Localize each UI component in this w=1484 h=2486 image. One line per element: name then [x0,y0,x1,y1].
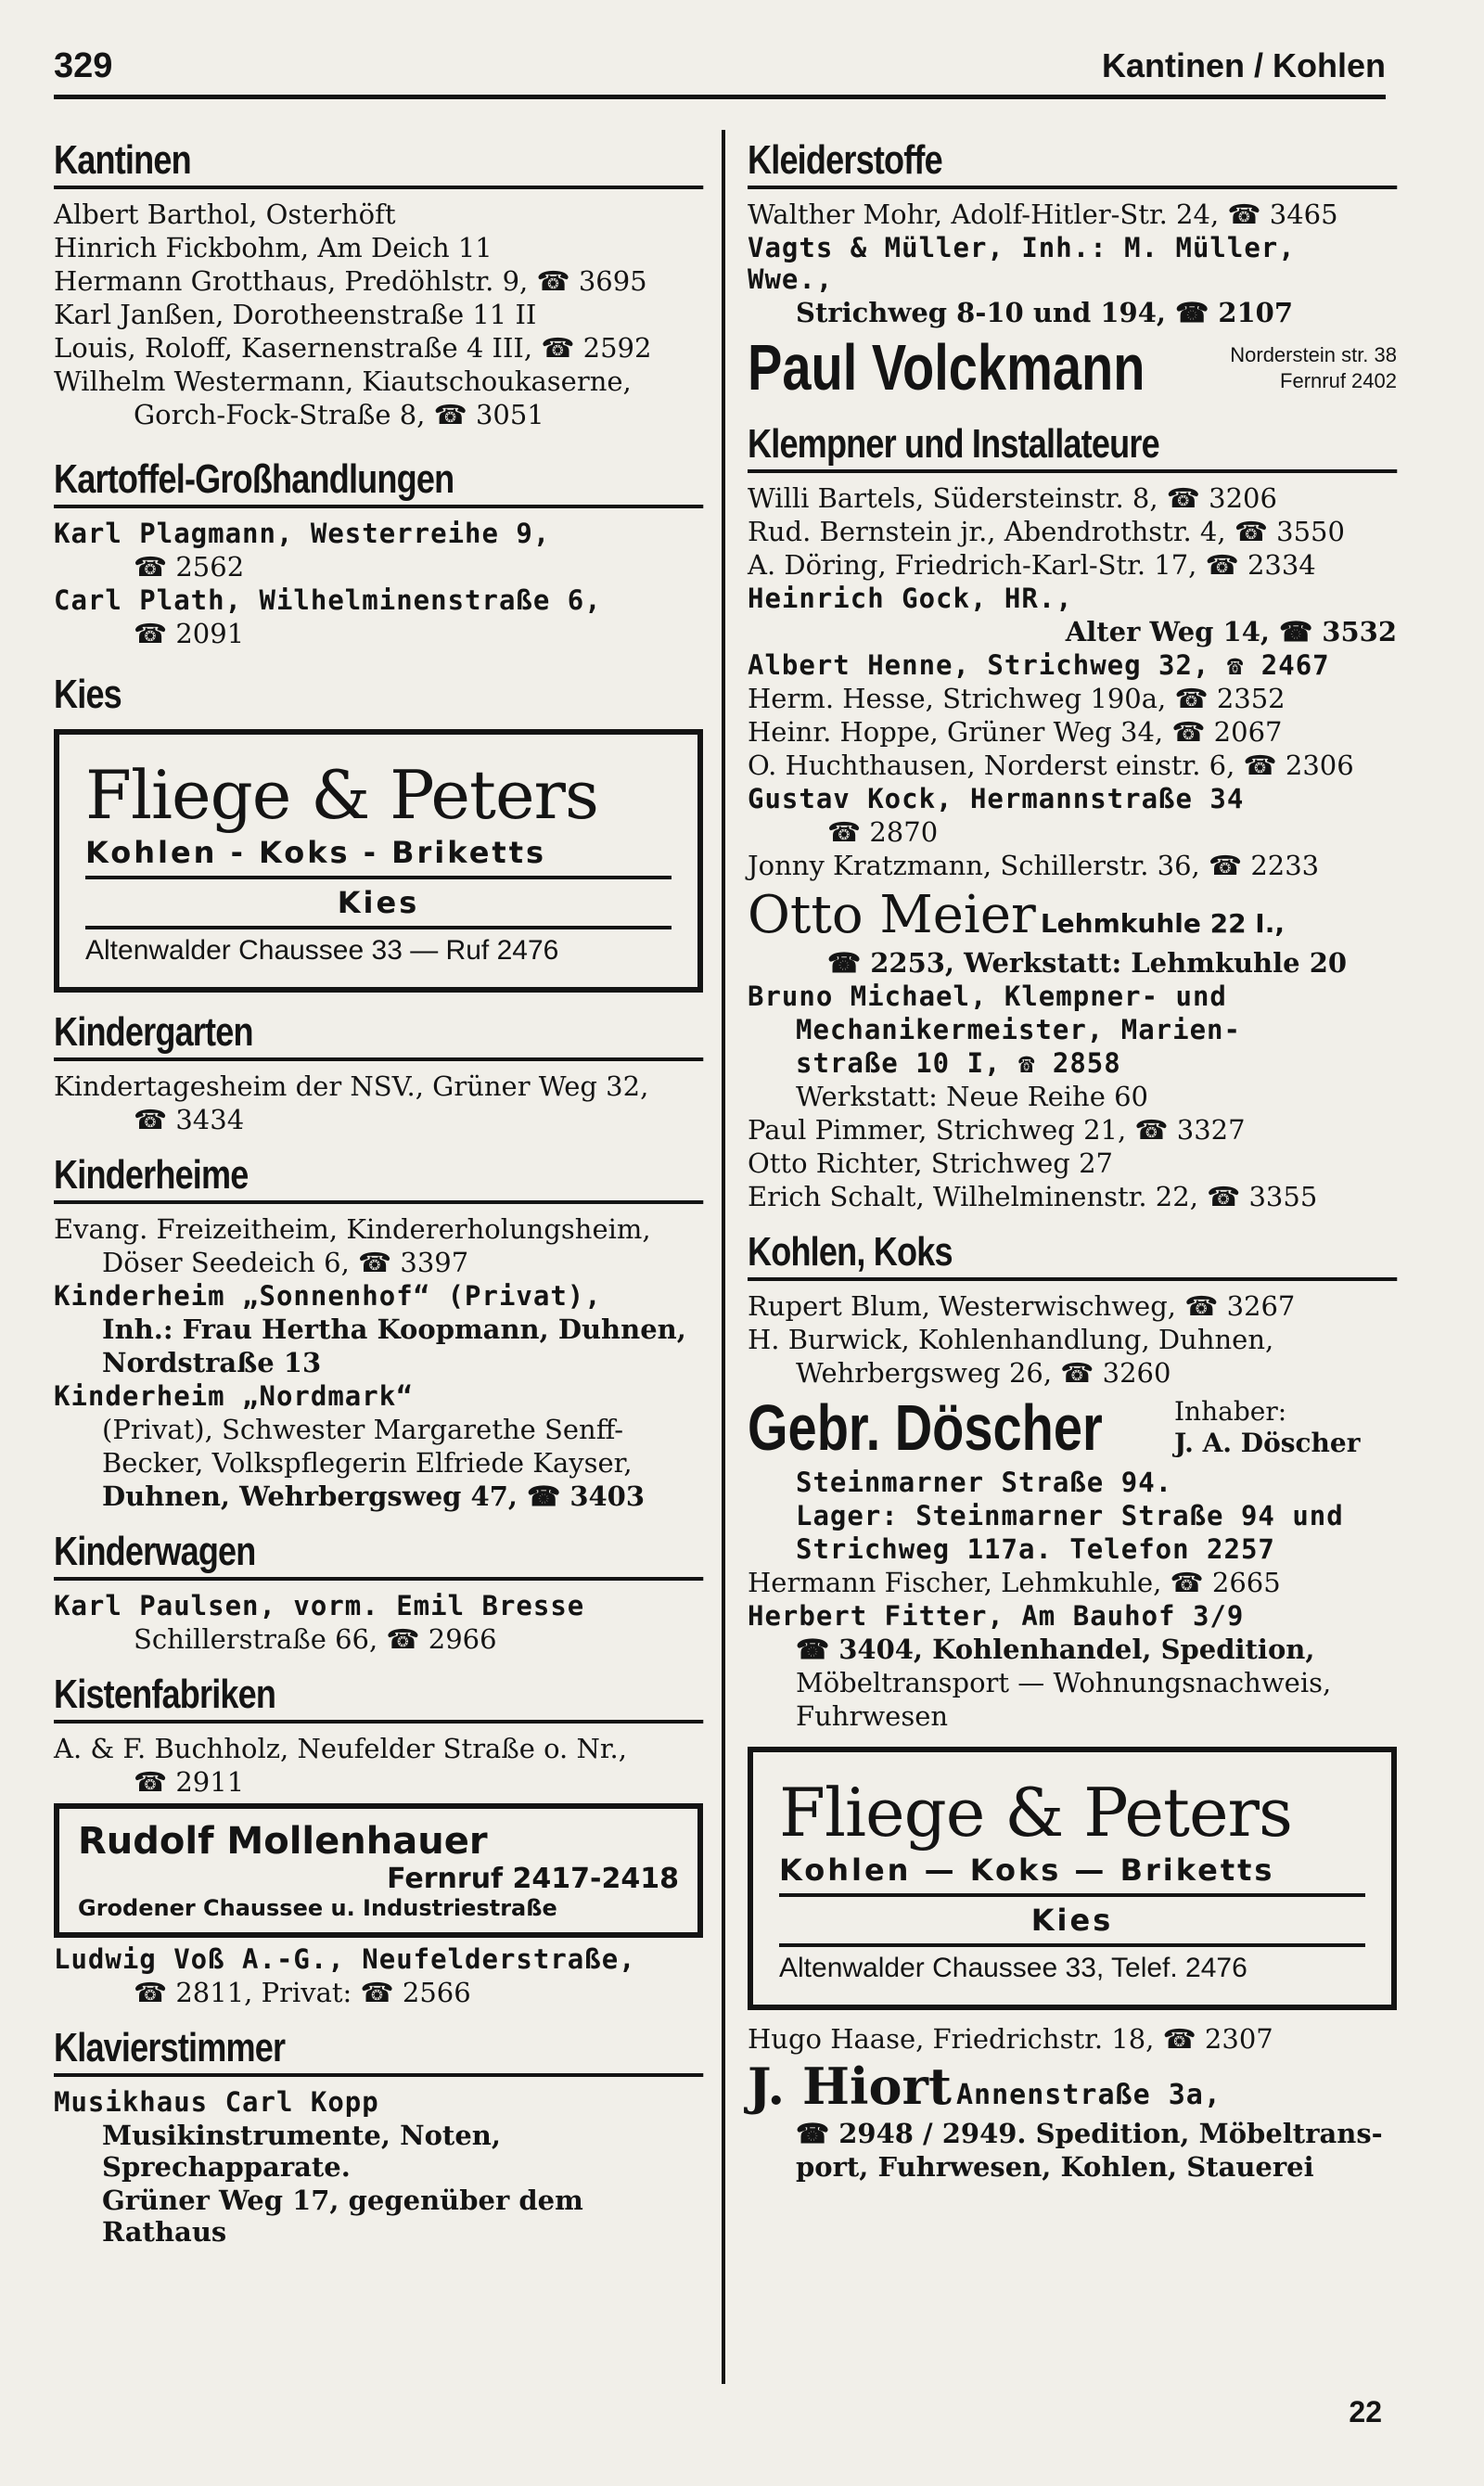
list-item: straße 10 I, ☎ 2858 [796,1047,1121,1079]
section-title-kinderheime: Kinderheime [54,1152,703,1204]
list-item: ☎ 2091 [134,618,245,649]
list-item: Gustav Kock, Hermannstraße 34 [748,783,1245,814]
list-item: Fuhrwesen [796,1700,949,1732]
list-item: Jonny Kratzmann, Schillerstr. 36, ☎ 2233 [748,850,1320,881]
list-item: Herm. Hesse, Strichweg 190a, ☎ 2352 [748,683,1286,714]
ad-address: Lehmkuhle 22 I., [1040,908,1285,939]
ad-owner: J. A. Döscher [1174,1428,1361,1458]
list-item: Wilhelm Westermann, Kiautschoukaserne, [54,365,632,397]
ad-products-2: Kies [337,885,420,920]
list-item: Musikinstrumente, Noten, Sprechapparate. [102,2120,501,2183]
list-item: ☎ 2870 [827,816,939,848]
section-title-kleiderstoffe: Kleiderstoffe [748,137,1397,189]
list-item: Lager: Steinmarner Straße 94 und [796,1500,1344,1531]
list-item: Karl Paulsen, vorm. Emil Bresse [54,1590,585,1621]
list-item: Willi Bartels, Südersteinstr. 8, ☎ 3206 [748,482,1277,514]
ad-address: Grodener Chaussee u. Industriestraße [78,1895,557,1921]
list-item: Alter Weg 14, ☎ 3532 [1065,616,1397,647]
ad-company-name: Rudolf Mollenhauer [78,1820,488,1863]
list-item: ☎ 3434 [134,1104,245,1135]
right-column [748,121,1397,2185]
list-item: O. Huchthausen, Norderst einstr. 6, ☎ 2306 [748,750,1354,781]
list-item: Kindertagesheim der NSV., Grüner Weg 32, [54,1070,649,1102]
section-title-kartoffel: Kartoffel-Großhandlungen [54,456,703,508]
list-item: Heinrich Gock, HR., [748,583,1073,614]
list-item: Strichweg 117a. Telefon 2257 [796,1533,1275,1565]
ad-company-name: Paul Volckmann [748,331,1145,404]
ad-company-name: J. Hiort [748,2057,952,2116]
ad-company-name: Gebr. Döscher [748,1391,1103,1464]
list-item: Döser Seedeich 6, ☎ 3397 [102,1247,469,1278]
left-column [54,121,703,2249]
list-item: Schillerstraße 66, ☎ 2966 [134,1623,497,1655]
list-item: Herbert Fitter, Am Bauhof 3/9 [748,1600,1245,1632]
ad-address: Altenwalder Chaussee 33, Telef. 2476 [779,1953,1247,1983]
list-item: A. Döring, Friedrich-Karl-Str. 17, ☎ 2334 [748,549,1316,581]
divider [779,1893,1365,1897]
ad-address: Norderstein str. 38 [1230,343,1397,366]
section-title-klempner: Klempner und Installateure [748,421,1397,473]
list-item: Steinmarner Straße 94. [796,1467,1173,1498]
list-item: Rupert Blum, Westerwischweg, ☎ 3267 [748,1290,1296,1322]
ad-phone: Fernruf 2402 [1280,369,1397,392]
list-item: Vagts & Müller, Inh.: M. Müller, Wwe., [748,232,1296,295]
list-item: Albert Barthol, Osterhöft [54,199,396,230]
list-item: Möbeltransport — Wohnungsnachweis, [796,1667,1332,1698]
list-item: (Privat), Schwester Margarethe Senff- [102,1414,624,1445]
list-item: Hugo Haase, Friedrichstr. 18, ☎ 2307 [748,2023,1273,2055]
list-item: Paul Pimmer, Strichweg 21, ☎ 3327 [748,1114,1246,1146]
advertisement-fliege-peters-2 [748,1747,1397,2010]
list-item: Carl Plath, Wilhelminenstraße 6, [54,584,602,616]
divider [85,876,672,879]
list-item: Hermann Fischer, Lehmkuhle, ☎ 2665 [748,1567,1281,1598]
page-header [54,37,1386,99]
ad-products-2: Kies [1030,1903,1114,1938]
list-item: Mechanikermeister, Marien- [796,1014,1241,1045]
list-item: ☎ 2911 [134,1766,245,1798]
list-item: Becker, Volkspflegerin Elfriede Kayser, [102,1447,633,1479]
page-number: 329 [54,46,113,85]
list-item: Erich Schalt, Wilhelminenstr. 22, ☎ 3355 [748,1181,1318,1212]
advertisement-hiort [748,2057,1397,2116]
column-divider [722,130,725,2384]
running-title: Kantinen / Kohlen [1102,46,1386,84]
divider [779,1943,1365,1947]
section-title-kies: Kies [54,672,122,717]
list-item: Louis, Roloff, Kasernenstraße 4 III, ☎ 2592 [54,332,652,364]
list-item: Bruno Michael, Klempner- und [748,980,1227,1012]
ad-company-name: Fliege & Peters [85,756,598,834]
kantinen-list [54,199,703,430]
section-title-kantinen: Kantinen [54,137,703,189]
list-item: Werkstatt: Neue Reihe 60 [796,1081,1148,1112]
list-item: Otto Richter, Strichweg 27 [748,1147,1113,1179]
list-item: ☎ 2562 [134,551,245,583]
section-title-kinderwagen: Kinderwagen [54,1529,703,1581]
list-item: Evang. Freizeitheim, Kindererholungsheim, [54,1213,651,1245]
advertisement-volckmann [748,330,1397,404]
list-item: Duhnen, Wehrbergsweg 47, ☎ 3403 [102,1480,646,1512]
list-item: Musikhaus Carl Kopp [54,2086,379,2118]
divider [85,926,672,929]
list-item: Rud. Bernstein jr., Abendrothstr. 4, ☎ 3550 [748,516,1345,547]
list-item: Ludwig Voß A.-G., Neufelderstraße, [54,1943,636,1975]
list-item: port, Fuhrwesen, Kohlen, Stauerei [796,2151,1314,2183]
ad-phone: Fernruf 2417-2418 [387,1863,679,1895]
list-item: Karl Janßen, Dorotheenstraße 11 II [54,299,537,330]
list-item: Grüner Weg 17, gegenüber dem Rathaus [102,2185,583,2248]
list-item: H. Burwick, Kohlenhandlung, Duhnen, [748,1324,1274,1355]
advertisement-doescher [748,1390,1397,1465]
advertisement-mollenhauer [54,1803,703,1938]
list-item: Wehrbergsweg 26, ☎ 3260 [796,1357,1171,1389]
list-item: ☎ 2811, Privat: ☎ 2566 [134,1977,471,2008]
list-item: Kinderheim „Sonnenhof“ (Privat), [54,1280,602,1312]
section-title-kindergarten: Kindergarten [54,1009,703,1061]
list-item: Strichweg 8-10 und 194, ☎ 2107 [796,297,1294,328]
advertisement-fliege-peters [54,729,703,993]
advertisement-otto-meier [748,885,1397,945]
list-item: Heinr. Hoppe, Grüner Weg 34, ☎ 2067 [748,716,1283,748]
section-title-kistenfabriken: Kistenfabriken [54,1672,703,1724]
list-item: Karl Plagmann, Westerreihe 9, [54,518,551,549]
ad-company-name: Otto Meier [748,885,1036,945]
list-item: Hermann Grotthaus, Predöhlstr. 9, ☎ 3695 [54,265,647,297]
list-item: Inh.: Frau Hertha Koopmann, Duhnen, [102,1313,686,1345]
section-title-kohlen: Kohlen, Koks [748,1229,1397,1281]
ad-products: Kohlen - Koks - Briketts [85,835,547,870]
signature-mark: 22 [1349,2395,1382,2428]
ad-products: Kohlen — Koks — Briketts [779,1852,1275,1888]
list-item: Gorch-Fock-Straße 8, ☎ 3051 [134,399,544,430]
list-item: Nordstraße 13 [102,1347,322,1378]
list-item: Walther Mohr, Adolf-Hitler-Str. 24, ☎ 3465 [748,199,1338,230]
ad-company-name: Fliege & Peters [779,1774,1292,1852]
list-item: Kinderheim „Nordmark“ [54,1380,414,1412]
list-item: ☎ 2948 / 2949. Spedition, Möbeltrans- [796,2118,1383,2149]
list-item: A. & F. Buchholz, Neufelder Straße o. Nr., [54,1733,627,1764]
list-item: Albert Henne, Strichweg 32, ☎ 2467 [748,649,1330,681]
list-item: ☎ 3404, Kohlenhandel, Spedition, [796,1634,1315,1665]
list-item: ☎ 2253, Werkstatt: Lehmkuhle 20 [827,947,1348,979]
section-title-klavierstimmer: Klavierstimmer [54,2025,703,2077]
ad-address: Annenstraße 3a, [956,2079,1222,2111]
ad-owner-label: Inhaber: [1174,1396,1287,1427]
list-item: Hinrich Fickbohm, Am Deich 11 [54,232,493,263]
ad-address: Altenwalder Chaussee 33 — Ruf 2476 [85,935,559,966]
